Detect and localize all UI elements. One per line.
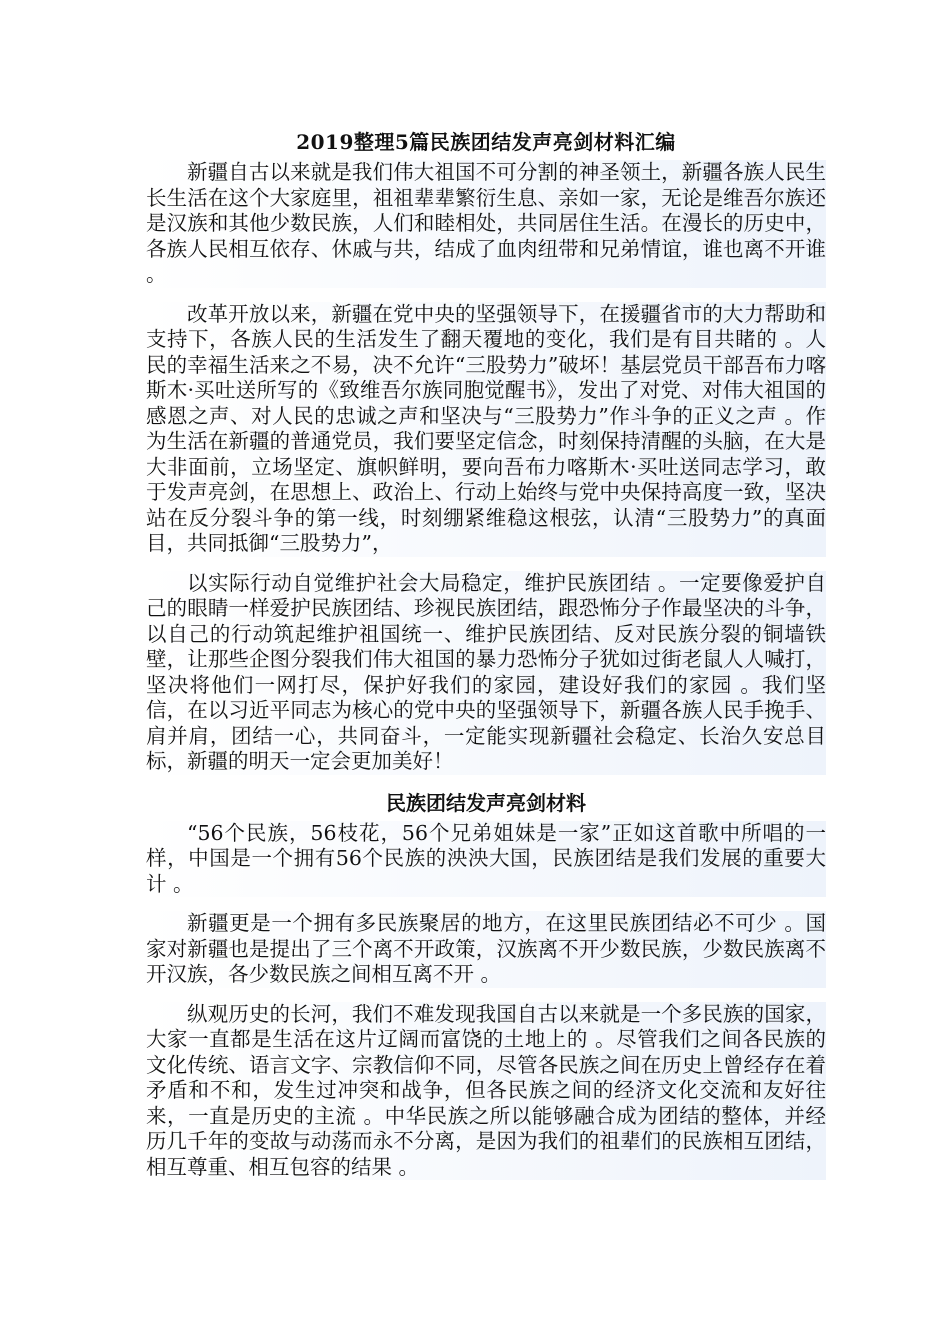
paragraph: “56个民族，56枝花，56个兄弟姐妹是一家”正如这首歌中所唱的一样，中国是一个拥有56个民族的泱泱大国，民族团结是我们发展的重要大计 。 bbox=[146, 820, 826, 896]
paragraph: 纵观历史的长河，我们不难发现我国自古以来就是一个多民族的国家，大家一直都是生活在这片辽阔而富饶的土地上的 。尽管我们之间各民族的文化传统、语言文字、宗教信仰不同，尽管各民族之间在历史上曾经存在着矛盾和不和，发生过冲突和战争，但各民族之间的经济文化交流和友好往来，一直是历史的主流 。中华民族之所以能够融合成为团结的整体，并经历几千年的变故与动荡而永不分离，是因为我们的祖辈们的民族相互团结，相互尊重、相互包容的结果 。 bbox=[146, 1001, 826, 1179]
paragraph: 新疆自古以来就是我们伟大祖国不可分割的神圣领土，新疆各族人民生长生活在这个大家庭里，祖祖辈辈繁衍生息、亲如一家，无论是维吾尔族还是汉族和其他少数民族，人们和睦相处，共同居住生活。在漫长的历史中，各族人民相互依存、休戚与共，结成了血肉纽带和兄弟情谊，谁也离不开谁 。 bbox=[146, 160, 826, 286]
paragraph: 以实际行动自觉维护社会大局稳定，维护民族团结 。一定要像爱护自己的眼睛一样爱护民族团结、珍视民族团结，跟恐怖分子作最坚决的斗争，以自己的行动筑起维护祖国统一、维护民族团结、反对民族分裂的铜墙铁壁，让那些企图分裂我们伟大祖国的暴力恐怖分子犹如过街老鼠人人喊打，坚决将他们一网打尽，保护好我们的家园，建设好我们的家园 。我们坚信，在以习近平同志为核心的党中央的坚强领导下，新疆各族人民手挽手、肩并肩，团结一心，共同奋斗，一定能实现新疆社会稳定、长治久安总目标，新疆的明天一定会更加美好！ bbox=[146, 570, 826, 773]
document-title: 2019整理5篇民族团结发声亮剑材料汇编 bbox=[296, 130, 676, 154]
document-page bbox=[146, 128, 826, 1180]
paragraph: 新疆更是一个拥有多民族聚居的地方，在这里民族团结必不可少 。国家对新疆也是提出了三个离不开政策，汉族离不开少数民族，少数民族离不开汉族，各少数民族之间相互离不开 。 bbox=[146, 911, 826, 986]
section-title: 民族团结发声亮剑材料 bbox=[386, 790, 586, 815]
paragraph: 改革开放以来，新疆在党中央的坚强领导下，在援疆省市的大力帮助和支持下，各族人民的生活发生了翻天覆地的变化，我们是有目共睹的 。人民的幸福生活来之不易，决不允许“三股势力”破坏！基层党员干部吾布力喀斯木·买吐送所写的《致维吾尔族同胞觉醒书》，发出了对党、对伟大祖国的感恩之声、对人民的忠诚之声和坚决与“三股势力”作斗争的正义之声 。作为生活在新疆的普通党员，我们要坚定信念，时刻保持清醒的头脑，在大是大非面前，立场坚定、旗帜鲜明，要向吾布力喀斯木·买吐送同志学习，敢于发声亮剑，在思想上、政治上、行动上始终与党中央保持高度一致，坚决站在反分裂斗争的第一线，时刻绷紧维稳这根弦，认清“三股势力”的真面目，共同抵御“三股势力”， bbox=[146, 301, 826, 555]
